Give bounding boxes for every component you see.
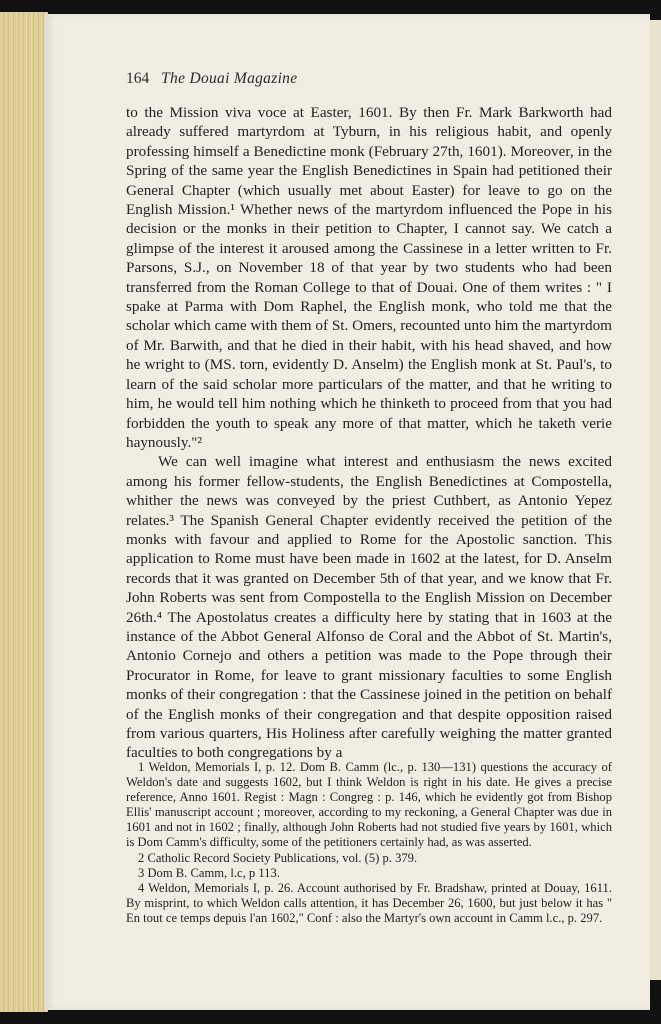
running-title: The Douai Magazine [161, 70, 298, 87]
footnote-1: 1 Weldon, Memorials I, p. 12. Dom B. Camm (lc., p. 130—131) questions the accuracy of Weldon's date and suggests 1602, but I think Weldon is right in his date. He gives a precise reference, Anno 1601. Regist : Magn : Congreg : p. 146, which he evidently got from Bishop Ellis' manuscript account ; moreover, according to my reckoning, a General Chapter was due in 1601 and not in 1602 ; finally, although John Roberts had not studied five years by 1601, which is Dom Camm's difficulty, some of the petitioners certainly had, as was asserted. [126, 760, 612, 850]
footnotes [126, 760, 612, 926]
footnote-4: 4 Weldon, Memorials I, p. 26. Account authorised by Fr. Bradshaw, printed at Douay, 1611. By misprint, to which Weldon calls attention, it has December 26, 1600, but just below it has " En tout ce temps depuis l'an 1602," Conf : also the Martyr's own account in Camm l.c., p. 297. [126, 880, 612, 925]
paragraph-2: We can well imagine what interest and enthusiasm the news excited among his former fellow-students, the English Benedictines at Compostella, whither the news was conveyed by the priest Cuthbert, as Antonio Yepez relates.³ The Spanish General Chapter evidently received the petition of the monks with favour and applied to Rome for the Apostolic sanction. This application to Rome must have been made in 1602 at the latest, for D. Anselm records that it was granted on December 5th of that year, and we know that Fr. John Roberts was sent from Compostella to the English Mission on December 26th.⁴ The Apostolatus creates a difficulty here by stating that in 1603 at the instance of the Abbot General Alfonso de Coral and the Abbot of St. Martin's, Antonio Cornejo and others a petition was made to the Pope through their Procurator in Rome, for leave to grant missionary faculties to some English monks of their congregation : that the Cassinese joined in the petition on behalf of the English monks of their congregation and that despite opposition raised from various quarters, His Holiness after carefully weighing the matter granted faculties to both congregations by a [126, 453, 612, 762]
footnote-3: 3 Dom B. Camm, l.c, p 113. [138, 865, 280, 880]
page-number: 164 [126, 70, 150, 87]
running-head [126, 70, 616, 88]
paragraph-1: to the Mission viva voce at Easter, 1601. By then Fr. Mark Barkworth had already suffered martyrdom at Tyburn, in his religious habit, and openly professing himself a Benedictine monk (February 27th, 1601). Moreover, in the Spring of the same year the English Benedictines in Spain had petitioned their General Chapter (which usually met about Easter) for leave to go on the English Mission.¹ Whether news of the martyrdom influenced the Pope in his decision or the monks in their petition to Chapter, I cannot say. We catch a glimpse of the interest it aroused among the Cassinese in a letter written to Fr. Parsons, S.J., on November 18 of that year by two students who had been transferred from the Roman College to that of Douai. One of them writes : " I spake at Parma with Dom Raphel, the English monk, who told me that the scholar which came with them of St. Omers, recounted unto him the martyrdom of Mr. Barwith, and that he died in their habit, with his head shaved, and how he wright to (MS. torn, evidently D. Anselm) the English monk at St. Paul's, to learn of the said scholar more particulars of the matter, and that he writing to him, he would tell him nothing which he thinketh to proceed from that you had forbidden the youth to speak any more of that matter, which he taketh verie haynously."² [126, 104, 612, 451]
page-edges-left [0, 12, 48, 1012]
body-text [126, 103, 612, 763]
page-edge-right [650, 20, 661, 980]
footnote-2: 2 Catholic Record Society Publications, vol. (5) p. 379. [138, 850, 418, 865]
